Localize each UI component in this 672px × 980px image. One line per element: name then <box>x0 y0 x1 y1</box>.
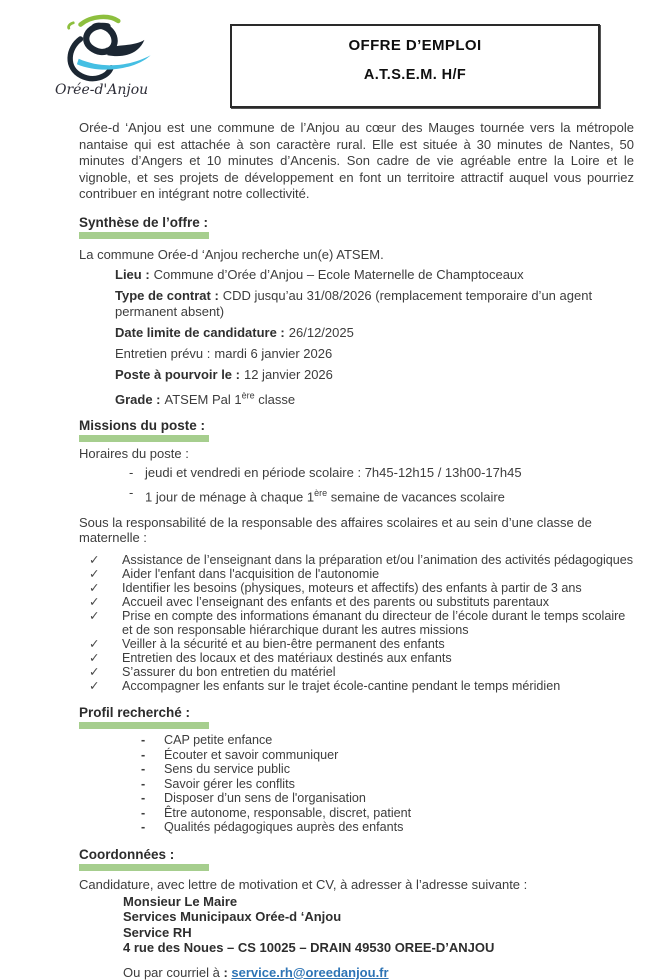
profil-item <box>79 762 634 777</box>
section-heading-synthese: Synthèse de l’offre : <box>79 214 209 230</box>
email-row <box>79 965 634 980</box>
superscript: ère <box>241 390 255 401</box>
horaires-label: Horaires du poste : <box>79 445 189 461</box>
synthese-intro: La commune Orée-d ‘Anjou recherche un(e) ATSEM. <box>79 246 384 262</box>
field-row-grade <box>79 388 634 408</box>
checkmark-icon: ✓ <box>89 679 100 694</box>
missions-list <box>79 553 634 693</box>
postal-address <box>79 894 634 956</box>
commune-logo <box>53 12 173 98</box>
mission-item-text: Assistance de l’enseignant dans la préparation et/ou l’animation des activités pédagogiques <box>122 553 634 568</box>
profil-item <box>79 806 634 821</box>
field-label: Grade : <box>115 391 161 407</box>
field-row-lieu <box>79 267 634 283</box>
field-row-contrat <box>79 288 634 320</box>
mission-item <box>79 595 634 609</box>
field-value: ATSEM Pal 1ère classe <box>164 390 296 407</box>
logo-wordmark: Orée-d'Anjou <box>55 82 149 98</box>
profil-item <box>79 791 634 806</box>
address-line: Services Municipaux Orée-d ‘Anjou <box>123 909 342 925</box>
field-label: Type de contrat : <box>115 287 219 303</box>
checkmark-icon: ✓ <box>89 595 100 610</box>
section-heading-profil: Profil recherché : <box>79 705 191 721</box>
dash-bullet-icon: - <box>141 791 146 806</box>
field-label: Poste à pourvoir le : <box>115 366 240 382</box>
mission-item <box>79 637 634 651</box>
green-accent-bar <box>79 435 209 442</box>
mission-item <box>79 651 634 665</box>
field-row-entretien <box>79 346 634 362</box>
email-colon: : <box>219 964 232 980</box>
field-value: CDD jusqu’au 31/08/2026 (remplacement temporaire d’un agent permanent absent) <box>115 287 593 319</box>
mission-item-text: Identifier les besoins (physiques, moteurs et affectifs) des enfants à partir de 3 ans <box>122 581 582 596</box>
checkmark-icon: ✓ <box>89 651 100 666</box>
dash-bullet-icon: - <box>141 776 146 791</box>
field-label: Date limite de candidature : <box>115 324 285 340</box>
mission-item-text: Prise en compte des informations émanant du directeur de l’école durant le temps scolaire et de son responsable hiérarchique durant les autres missions <box>122 609 626 638</box>
checkmark-icon: ✓ <box>89 567 100 582</box>
profil-item-text: Écouter et savoir communiquer <box>164 747 339 762</box>
mission-item-text: Entretien des locaux et des matériaux destinés aux enfants <box>122 651 452 666</box>
dash-bullet-icon: - <box>141 733 146 748</box>
synthese-fields <box>79 267 634 408</box>
mission-item-text: Veiller à la sécurité et au bien-être permanent des enfants <box>122 637 445 652</box>
checkmark-icon: ✓ <box>89 665 100 680</box>
checkmark-icon: ✓ <box>89 637 100 652</box>
horaire-item <box>79 485 634 505</box>
profil-item-text: Savoir gérer les conflits <box>164 776 295 791</box>
field-row-poste <box>79 367 634 383</box>
profil-item-text: Qualités pédagogiques auprès des enfants <box>164 820 404 835</box>
profil-item-text: Disposer d’un sens de l'organisation <box>164 791 366 806</box>
checkmark-icon: ✓ <box>89 609 100 624</box>
profil-item-text: Être autonome, responsable, discret, patient <box>164 805 412 820</box>
green-accent-bar <box>79 864 209 871</box>
mission-item <box>79 679 634 693</box>
missions-context: Sous la responsabilité de la responsable des affaires scolaires et au sein d’une classe de maternelle : <box>79 515 592 546</box>
email-link[interactable]: service.rh@oreedanjou.fr <box>231 964 389 980</box>
field-label: Lieu : <box>115 266 150 282</box>
profil-item <box>79 820 634 835</box>
mission-item-text: Accueil avec l’enseignant des enfants et des parents ou substituts parentaux <box>122 595 550 610</box>
green-accent-bar <box>79 232 209 239</box>
superscript: ère <box>314 487 328 498</box>
dash-bullet-icon: - <box>141 820 146 835</box>
dash-bullet-icon: - <box>141 747 146 762</box>
header <box>55 12 634 108</box>
field-value: 12 janvier 2026 <box>243 366 333 382</box>
mission-item-text: Accompagner les enfants sur le trajet école-cantine pendant le temps méridien <box>122 679 561 694</box>
mission-item <box>79 567 634 581</box>
mission-item <box>79 553 634 567</box>
coordonnees-intro: Candidature, avec lettre de motivation et CV, à adresser à l’adresse suivante : <box>79 876 528 892</box>
mission-item <box>79 581 634 595</box>
horaire-text: 1 jour de ménage à chaque 1ère semaine de vacances scolaire <box>145 487 505 505</box>
field-row-date-limite <box>79 325 634 341</box>
email-label: Ou par courriel à <box>123 964 220 980</box>
field-value: mardi 6 janvier 2026 <box>214 345 333 361</box>
profil-item <box>79 733 634 748</box>
job-title: A.T.S.E.M. H/F <box>363 67 467 83</box>
address-line: Service RH <box>123 924 192 940</box>
dash-bullet-icon: - <box>141 762 146 777</box>
mission-item <box>79 609 634 637</box>
profil-item <box>79 777 634 792</box>
dash-bullet-icon: - <box>129 464 134 480</box>
horaire-item <box>79 465 634 481</box>
job-offer-title-box <box>230 24 600 108</box>
mission-item-text: Aider l'enfant dans l'acquisition de l'autonomie <box>122 567 380 582</box>
section-heading-missions: Missions du poste : <box>79 417 206 433</box>
section-heading-coordonnees: Coordonnées : <box>79 846 175 862</box>
field-label: Entretien prévu : <box>115 345 211 361</box>
intro-paragraph: Orée-d ‘Anjou est une commune de l’Anjou au cœur des Mauges tournée vers la métropole nantaise qui est attachée à son caractère rural. Elle est située à 30 minutes de Nantes, 50 minutes d’Angers et 10 minutes d’Ancenis. Son cadre de vie agréable entre la Loire et le vignoble, et ses projets de développement en font un territoire attractif auquel vous pourriez contribuer en intégrant notre collectivité. <box>79 120 634 201</box>
profil-item <box>79 748 634 763</box>
dash-bullet-icon: - <box>141 805 146 820</box>
horaire-text: jeudi et vendredi en période scolaire : 7h45-12h15 / 13h00-17h45 <box>145 464 522 480</box>
address-line: Monsieur Le Maire <box>123 893 238 909</box>
mission-item <box>79 665 634 679</box>
checkmark-icon: ✓ <box>89 553 100 568</box>
offer-title: OFFRE D’EMPLOI <box>348 37 482 54</box>
mission-item-text: S’assurer du bon entretien du matériel <box>122 665 336 680</box>
dash-bullet-icon: - <box>129 484 134 500</box>
logo-mark-icon <box>53 12 153 84</box>
checkmark-icon: ✓ <box>89 581 100 596</box>
field-value: 26/12/2025 <box>288 324 354 340</box>
green-accent-bar <box>79 722 209 729</box>
profil-item-text: CAP petite enfance <box>164 733 273 748</box>
field-value: Commune d’Orée d’Anjou – Ecole Maternelle de Champtoceaux <box>153 266 524 282</box>
profil-item-text: Sens du service public <box>164 762 291 777</box>
profil-list <box>79 733 634 835</box>
address-line: 4 rue des Noues – CS 10025 – DRAIN 49530 OREE-D’ANJOU <box>123 940 495 956</box>
